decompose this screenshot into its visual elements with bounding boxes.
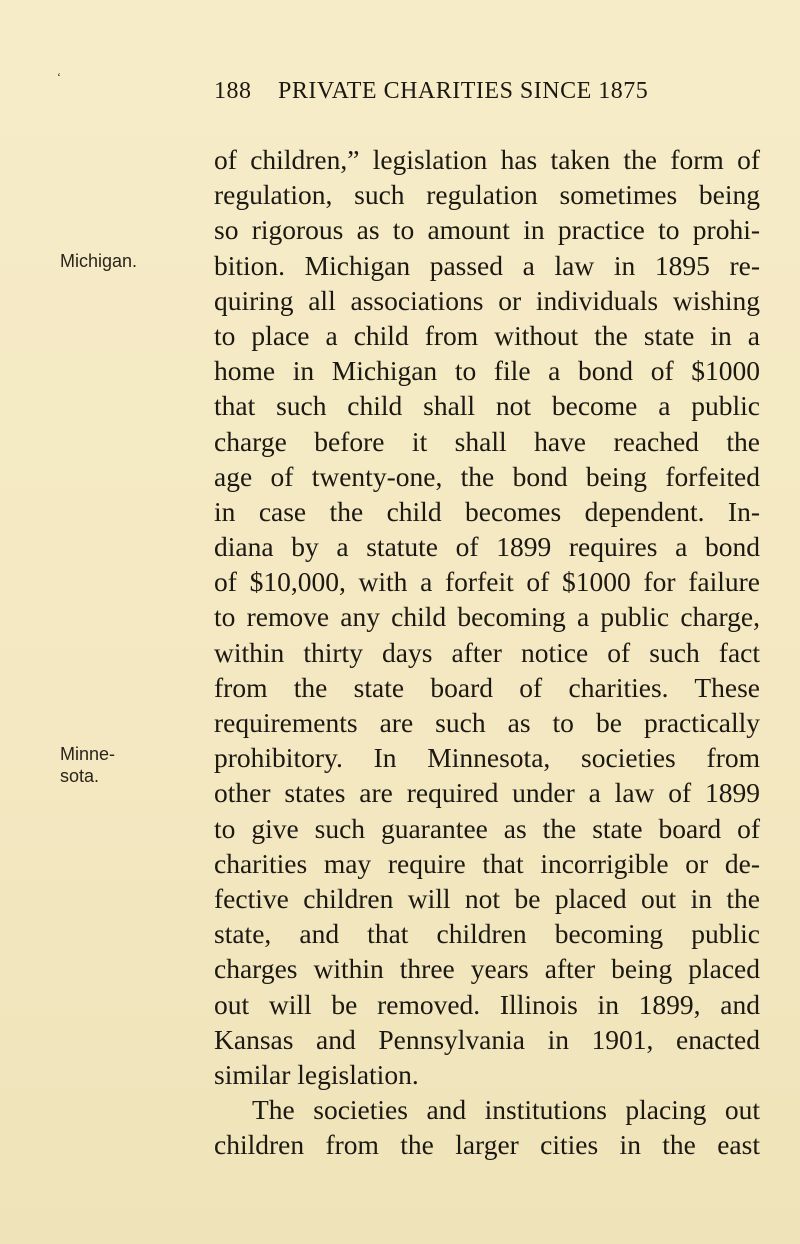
margin-note-minnesota-line1: Minne- (60, 744, 116, 764)
body-text (214, 142, 760, 1162)
margin-note-minnesota-line2: sota. (60, 766, 100, 786)
text-line: state, and that children becoming public (214, 918, 760, 950)
text-line: to remove any child becoming a public charge, (214, 601, 760, 633)
text-line: quiring all associations or individuals wishing (214, 284, 760, 316)
text-line: so rigorous as to amount in practice to prohi- (214, 214, 760, 246)
page-corner-mark: ‘ (57, 70, 61, 84)
text-line: home in Michigan to file a bond of $1000 (214, 355, 760, 387)
text-line: out will be removed. Illinois in 1899, and (214, 988, 760, 1020)
text-line: fective children will not be placed out in the (214, 882, 760, 914)
text-line: charge before it shall have reached the (214, 425, 760, 457)
text-line: regulation, such regulation sometimes being (214, 179, 760, 211)
text-line: in case the child becomes dependent. In- (214, 495, 760, 527)
text-line: bition. Michigan passed a law in 1895 re- (214, 249, 760, 281)
text-line: similar legislation. (214, 1058, 419, 1090)
text-line: charges within three years after being placed (214, 953, 760, 985)
text-line: of $10,000, with a forfeit of $1000 for failure (214, 566, 760, 598)
text-line: other states are required under a law of 1899 (214, 777, 760, 809)
margin-note-michigan: Michigan. (60, 251, 138, 271)
text-line: to give such guarantee as the state board of (214, 812, 760, 844)
text-line: of children,” legislation has taken the form of (214, 144, 760, 175)
text-line: children from the larger cities in the east (214, 1129, 760, 1161)
text-line: from the state board of charities. These (214, 671, 760, 703)
text-line: to place a child from without the state in a (214, 319, 760, 351)
text-line: prohibitory. In Minnesota, societies from (214, 742, 760, 774)
text-line: The societies and institutions placing out (252, 1094, 760, 1126)
text-line: age of twenty-one, the bond being forfeited (214, 460, 760, 492)
running-header (214, 78, 774, 105)
text-line: Kansas and Pennsylvania in 1901, enacted (214, 1023, 760, 1055)
text-line: diana by a statute of 1899 requires a bond (214, 531, 760, 563)
text-line: that such child shall not become a public (214, 390, 760, 422)
page-number: 188 (214, 78, 252, 104)
text-line: within thirty days after notice of such fact (214, 636, 760, 668)
text-line: charities may require that incorrigible or de- (214, 847, 760, 879)
text-line: requirements are such as to be practically (214, 707, 760, 738)
running-title: PRIVATE CHARITIES SINCE 1875 (278, 78, 649, 104)
